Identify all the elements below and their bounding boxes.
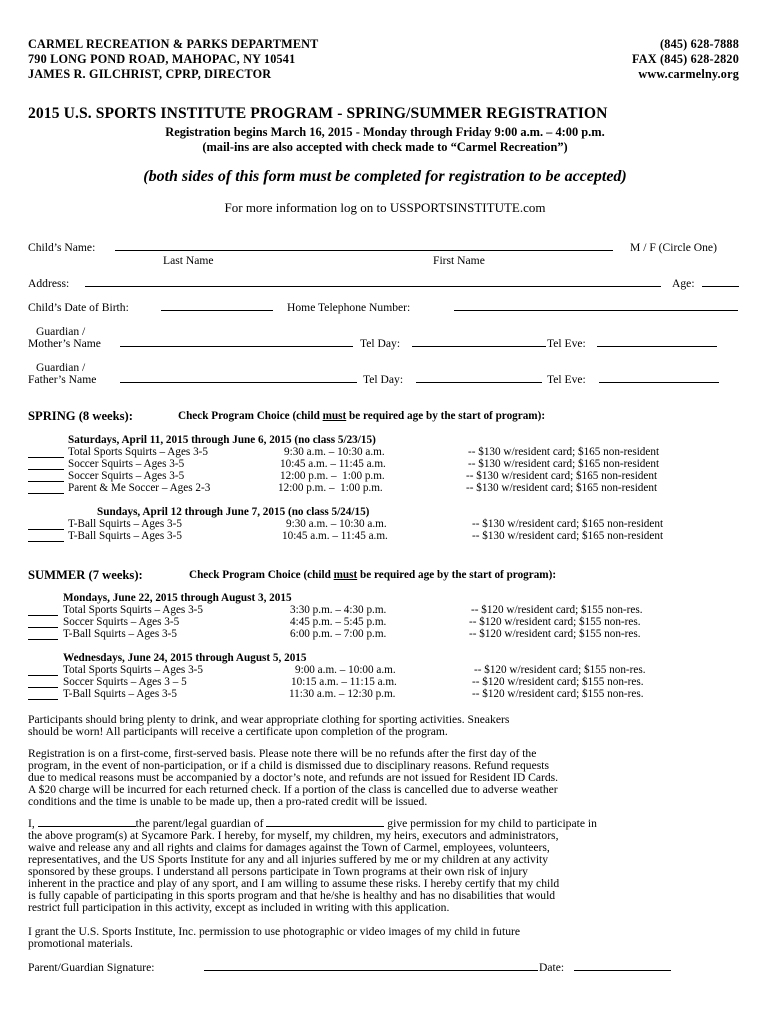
summer-wednesday-title: Wednesdays, June 24, 2015 through August 5, 2015 — [63, 652, 307, 664]
father-tel-day-field[interactable] — [416, 382, 542, 383]
checkbox-line[interactable] — [28, 493, 64, 494]
director-name: JAMES R. GILCHRIST, CPRP, DIRECTOR — [28, 67, 272, 81]
gender-label: M / F (Circle One) — [630, 241, 717, 254]
dob-field[interactable] — [161, 310, 273, 311]
program-time: 4:45 p.m. – 5:45 p.m. — [290, 616, 387, 628]
mother-tel-eve-label: Tel Eve: — [547, 337, 586, 350]
photo-consent-line: I grant the U.S. Sports Institute, Inc. permission to use photographic or video images of my child in future — [28, 925, 521, 938]
checkbox-line[interactable] — [28, 687, 58, 688]
checkbox-line[interactable] — [28, 675, 58, 676]
signature-label: Parent/Guardian Signature: — [28, 961, 155, 974]
child-name-label: Child’s Name: — [28, 241, 96, 254]
program-time: 9:00 a.m. – 10:00 a.m. — [295, 664, 396, 676]
waiver-line: the above program(s) at Sycamore Park. I hereby, for myself, my children, my heirs, executors and administrators, — [28, 829, 559, 842]
waiver-line: is fully capable of participating in this sports program and that he/she is healthy and has no disabilities that would — [28, 889, 556, 902]
home-phone-field[interactable] — [454, 310, 738, 311]
dob-label: Child’s Date of Birth: — [28, 301, 129, 314]
signature-field[interactable] — [204, 970, 538, 971]
program-fee: -- $120 w/resident card; $155 non-res. — [472, 688, 644, 700]
program-name: Total Sports Squirts – Ages 3-5 — [63, 604, 203, 616]
program-name: Soccer Squirts – Ages 3-5 — [63, 616, 180, 628]
program-fee: -- $120 w/resident card; $155 non-res. — [471, 604, 643, 616]
registration-policy-line: program, in the event of non-participation, or if a child is dismissed due to disciplinary reasons. Refund requests — [28, 759, 549, 772]
program-name: Parent & Me Soccer – Ages 2-3 — [68, 482, 211, 494]
checkbox-line[interactable] — [28, 469, 64, 470]
spring-sunday-title: Sundays, April 12 through June 7, 2015 (no class 5/24/15) — [97, 506, 370, 518]
program-time: 11:30 a.m. – 12:30 p.m. — [289, 688, 396, 700]
summer-monday-title: Mondays, June 22, 2015 through August 3, 2015 — [63, 592, 292, 604]
checkbox-line[interactable] — [28, 627, 58, 628]
program-fee: -- $130 w/resident card; $165 non-resident — [468, 458, 660, 470]
date-field[interactable] — [574, 970, 671, 971]
program-time: 6:00 p.m. – 7:00 p.m. — [290, 628, 387, 640]
program-fee: -- $130 w/resident card; $165 non-resident — [472, 518, 664, 530]
child-name-field[interactable] — [115, 250, 613, 251]
mother-tel-eve-field[interactable] — [597, 346, 717, 347]
program-time: 12:00 p.m. – 1:00 p.m. — [280, 470, 385, 482]
waiver-line: inherent in the practice and play of any sport, and I am willing to assume these risks. I hereby certify that my child — [28, 877, 560, 890]
program-time: 10:15 a.m. – 11:15 a.m. — [291, 676, 397, 688]
child-name-waiver-field[interactable] — [266, 817, 384, 827]
program-time: 12:00 p.m. – 1:00 p.m. — [278, 482, 383, 494]
info-link-text: For more information log on to USSPORTSINSTITUTE.com — [224, 200, 546, 215]
waiver-line: restrict full participation in this activity, except as included in writing with this application. — [28, 901, 450, 914]
last-name-caption: Last Name — [163, 254, 214, 267]
age-field[interactable] — [702, 286, 739, 287]
checkbox-line[interactable] — [28, 481, 64, 482]
mother-name-field[interactable] — [120, 346, 353, 347]
mother-tel-day-field[interactable] — [412, 346, 546, 347]
drink-note-line: Participants should bring plenty to drink, and wear appropriate clothing for sporting activities. Sneakers — [28, 713, 510, 726]
program-fee: -- $130 w/resident card; $165 non-resident — [466, 482, 658, 494]
registration-policy-line: Registration is on a first-come, first-served basis. Please note there will be no refunds after the first day of the — [28, 747, 537, 760]
registration-policy-line: conditions and the time is unable to be made up, then a pro-rated credit will be issued. — [28, 795, 428, 808]
mother-tel-day-label: Tel Day: — [360, 337, 401, 350]
program-name: T-Ball Squirts – Ages 3-5 — [68, 518, 182, 530]
summer-instruction: Check Program Choice (child must be required age by the start of program): — [189, 569, 557, 581]
father-name-field[interactable] — [120, 382, 357, 383]
father-name-label: Father’s Name — [28, 373, 97, 386]
checkbox-line[interactable] — [28, 541, 64, 542]
website-link[interactable]: www.carmelny.org — [638, 67, 739, 81]
mother-name-label: Mother’s Name — [28, 337, 101, 350]
page-title: 2015 U.S. SPORTS INSTITUTE PROGRAM - SPRING/SUMMER REGISTRATION — [28, 105, 608, 122]
program-fee: -- $120 w/resident card; $155 non-res. — [469, 628, 641, 640]
registration-policy-line: due to medical reasons must be accompanied by a doctor’s note, and refunds are not issued for Resident ID Cards. — [28, 771, 559, 784]
photo-consent-line: promotional materials. — [28, 937, 133, 950]
org-address: 790 LONG POND ROAD, MAHOPAC, NY 10541 — [28, 52, 296, 66]
guardian-label-1: Guardian / — [36, 325, 86, 338]
drink-note-line: should be worn! All participants will receive a certificate upon completion of the program. — [28, 725, 448, 738]
program-name: Soccer Squirts – Ages 3-5 — [68, 458, 185, 470]
waiver-line: waive and release any and all rights and claims for damages against the Town of Carmel, employees, volunteers, — [28, 841, 550, 854]
mail-in-note: (mail-ins are also accepted with check made to “Carmel Recreation”) — [202, 140, 568, 154]
summer-heading: SUMMER (7 weeks): — [28, 568, 143, 582]
spring-instruction: Check Program Choice (child must be required age by the start of program): — [178, 410, 546, 422]
checkbox-line[interactable] — [28, 457, 64, 458]
date-label: Date: — [539, 961, 565, 974]
program-fee: -- $130 w/resident card; $165 non-resident — [468, 446, 660, 458]
father-tel-day-label: Tel Day: — [363, 373, 404, 386]
program-name: Total Sports Squirts – Ages 3-5 — [68, 446, 208, 458]
program-fee: -- $130 w/resident card; $165 non-resident — [466, 470, 658, 482]
program-time: 10:45 a.m. – 11:45 a.m. — [282, 530, 388, 542]
program-fee: -- $120 w/resident card; $155 non-res. — [474, 664, 646, 676]
program-name: Soccer Squirts – Ages 3 – 5 — [63, 676, 187, 688]
age-label: Age: — [672, 277, 695, 290]
address-field[interactable] — [85, 286, 661, 287]
checkbox-line[interactable] — [28, 639, 58, 640]
registration-dates: Registration begins March 16, 2015 - Monday through Friday 9:00 a.m. – 4:00 p.m. — [165, 125, 605, 139]
program-fee: -- $120 w/resident card; $155 non-res. — [469, 616, 641, 628]
org-name: CARMEL RECREATION & PARKS DEPARTMENT — [28, 37, 319, 51]
registration-policy-line: A $20 charge will be incurred for each returned check. If a portion of the class is cancelled due to adverse weather — [28, 783, 558, 796]
spring-saturday-title: Saturdays, April 11, 2015 through June 6, 2015 (no class 5/23/15) — [68, 434, 376, 446]
waiver-line: representatives, and the US Sports Institute for any and all injuries suffered by me or my children at any activity — [28, 853, 549, 866]
checkbox-line[interactable] — [28, 699, 58, 700]
program-name: Total Sports Squirts – Ages 3-5 — [63, 664, 203, 676]
program-name: T-Ball Squirts – Ages 3-5 — [63, 628, 177, 640]
father-tel-eve-label: Tel Eve: — [547, 373, 586, 386]
program-name: T-Ball Squirts – Ages 3-5 — [68, 530, 182, 542]
phone-number: (845) 628-7888 — [660, 37, 739, 51]
program-fee: -- $130 w/resident card; $165 non-resident — [472, 530, 664, 542]
waiver-intro: I, the parent/legal guardian of give permission for my child to participate in — [28, 817, 597, 830]
program-time: 9:30 a.m. – 10:30 a.m. — [286, 518, 387, 530]
spring-heading: SPRING (8 weeks): — [28, 409, 133, 423]
program-time: 9:30 a.m. – 10:30 a.m. — [284, 446, 385, 458]
program-name: T-Ball Squirts – Ages 3-5 — [63, 688, 177, 700]
father-tel-eve-field[interactable] — [599, 382, 719, 383]
program-name: Soccer Squirts – Ages 3-5 — [68, 470, 185, 482]
checkbox-line[interactable] — [28, 529, 64, 530]
program-time: 3:30 p.m. – 4:30 p.m. — [290, 604, 387, 616]
guardian-label-2: Guardian / — [36, 361, 86, 374]
program-fee: -- $120 w/resident card; $155 non-res. — [472, 676, 644, 688]
checkbox-line[interactable] — [28, 615, 58, 616]
waiver-line: sponsored by these groups. I understand all persons participate in Town programs at their own risk of injury — [28, 865, 528, 878]
program-time: 10:45 a.m. – 11:45 a.m. — [280, 458, 386, 470]
completion-notice: (both sides of this form must be completed for registration to be accepted) — [143, 168, 627, 185]
home-phone-label: Home Telephone Number: — [287, 301, 411, 314]
address-label: Address: — [28, 277, 70, 290]
guardian-name-field[interactable] — [38, 817, 136, 827]
fax-number: FAX (845) 628-2820 — [632, 52, 739, 66]
first-name-caption: First Name — [433, 254, 485, 267]
